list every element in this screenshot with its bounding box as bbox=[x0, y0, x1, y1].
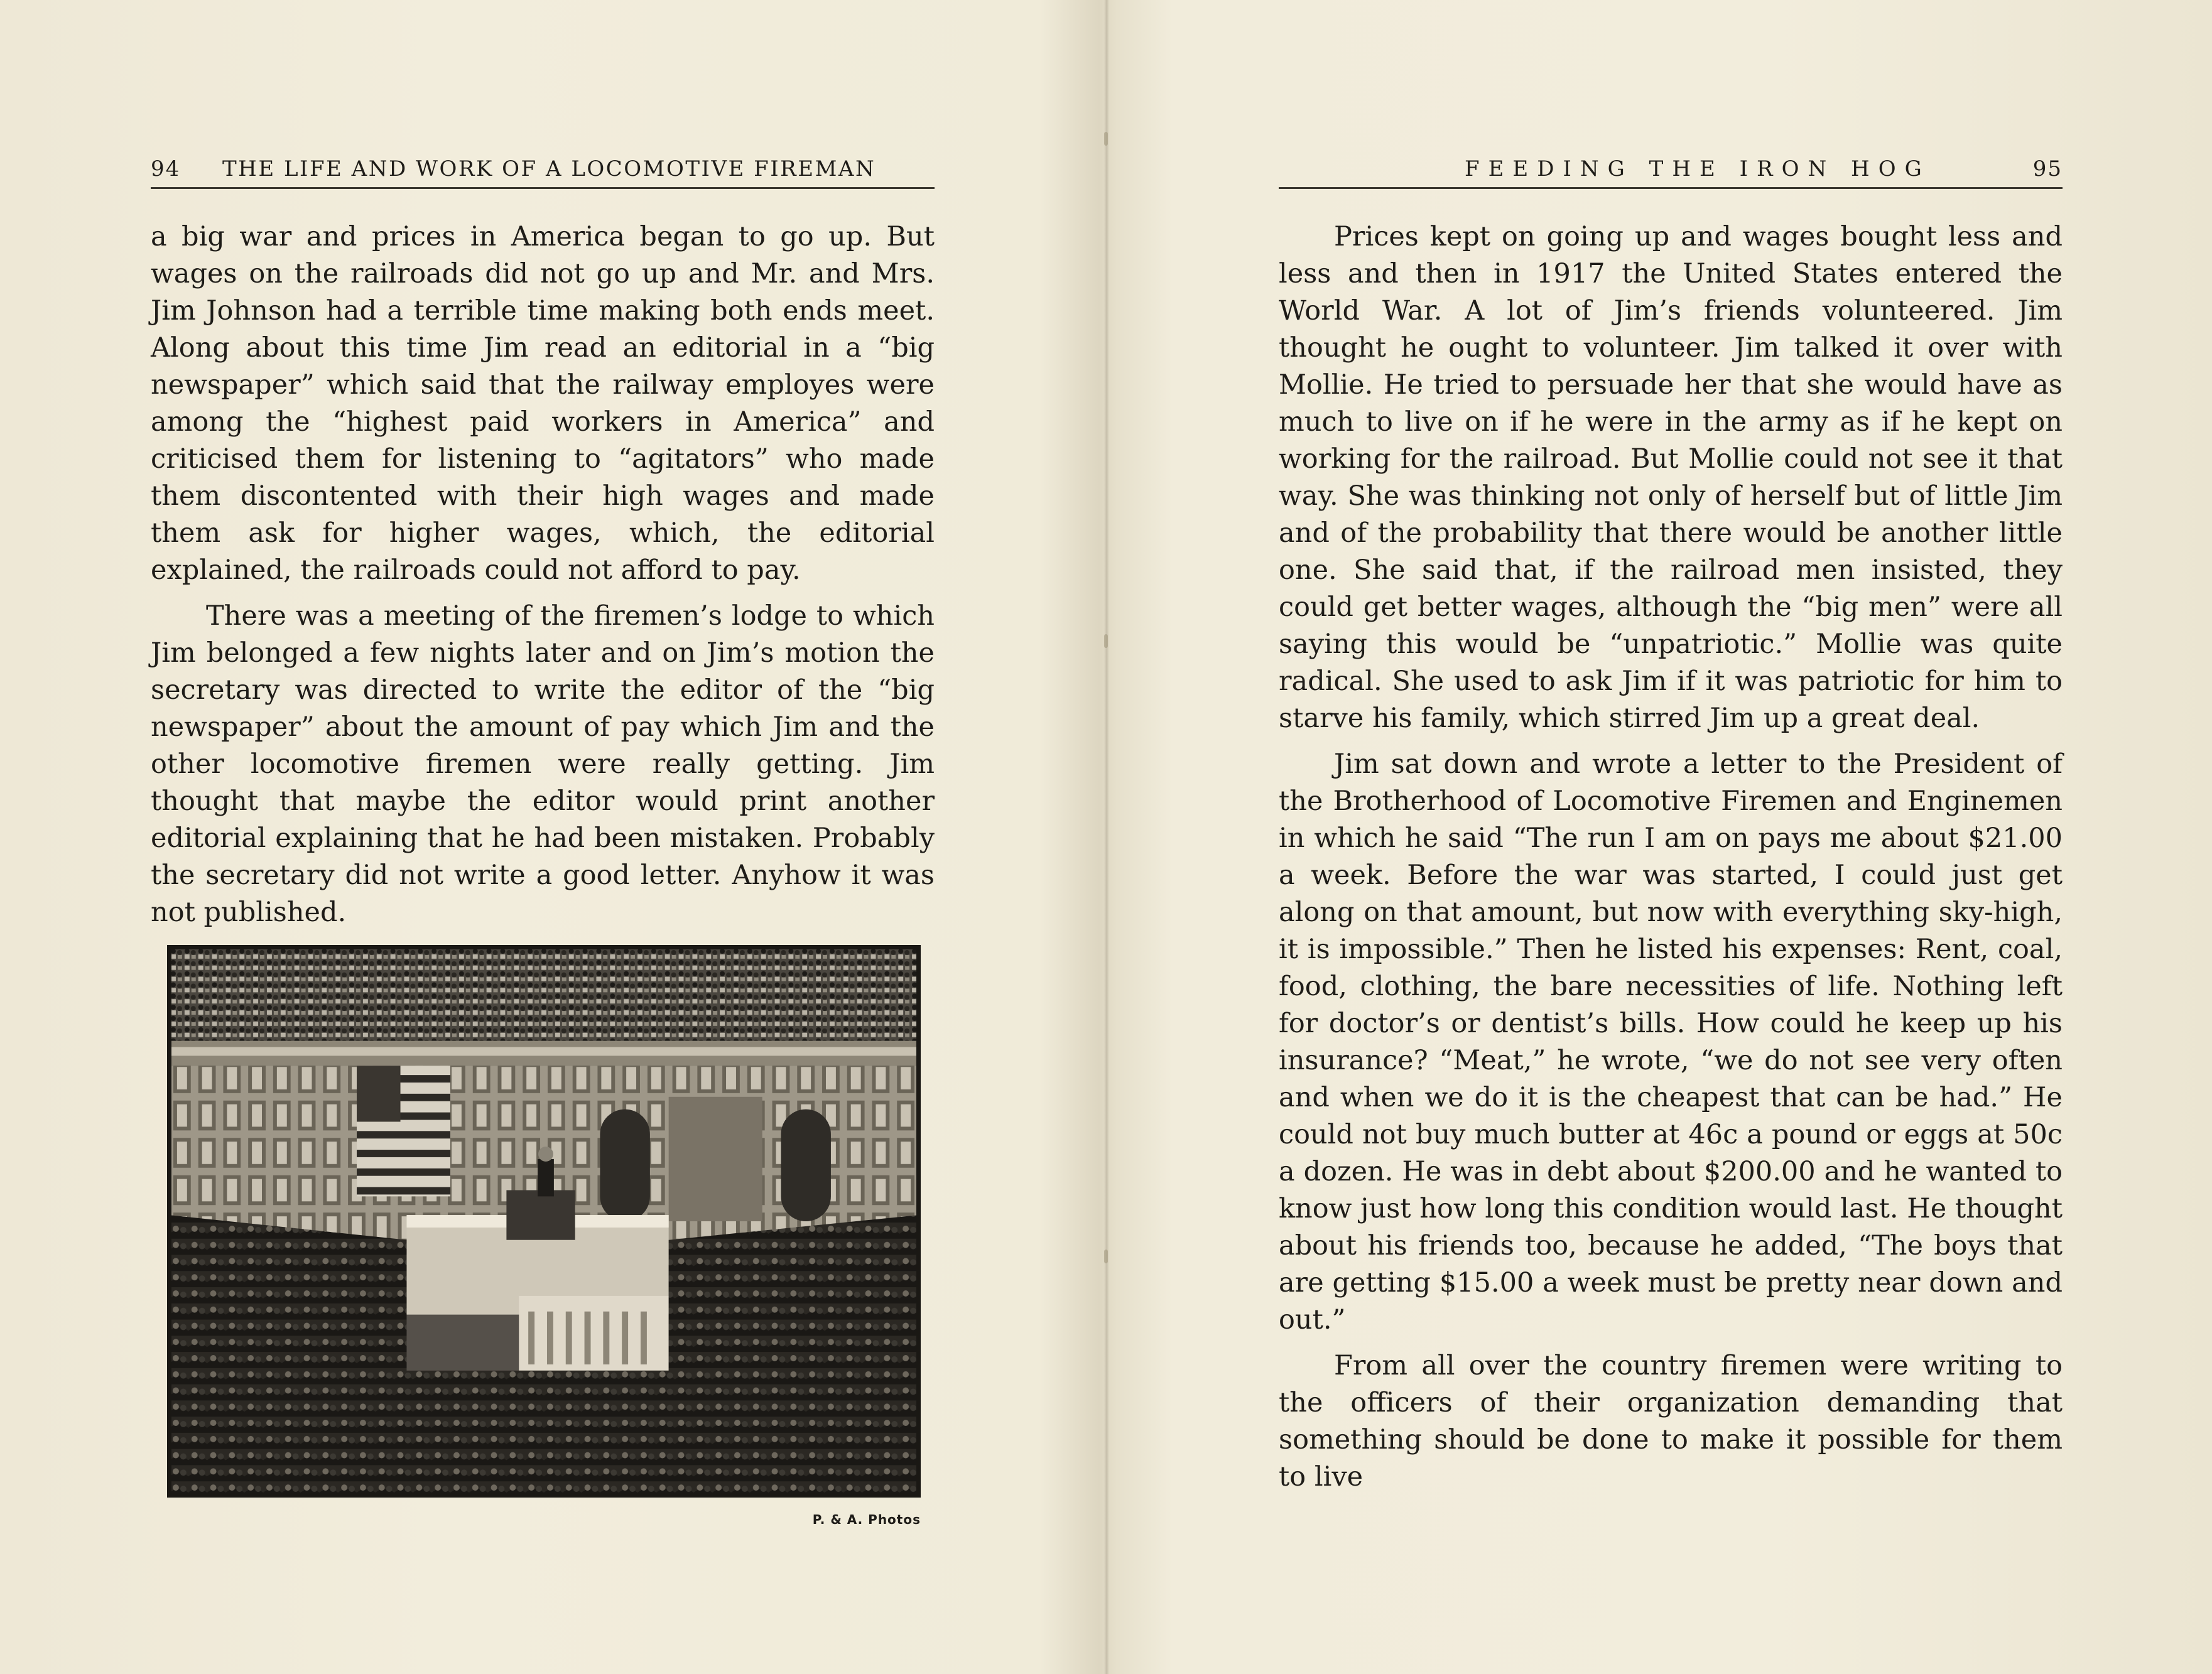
photo-congress-session bbox=[167, 945, 921, 1498]
left-running-title: THE LIFE AND WORK OF A LOCOMOTIVE FIREMAN bbox=[222, 156, 876, 181]
right-page-text bbox=[1279, 219, 2063, 1496]
left-page-text bbox=[151, 219, 935, 931]
left-page-number: 94 bbox=[151, 156, 181, 181]
binding-mark bbox=[1104, 634, 1108, 648]
right-page-number: 95 bbox=[2032, 156, 2063, 181]
photo-credit: P. & A. Photos bbox=[812, 1512, 921, 1527]
right-running-head bbox=[1279, 156, 2063, 189]
paragraph: Jim sat down and wrote a letter to the President of the Brotherhood of Locomotive Firemen and Enginemen in which he said “The run I am on pays me about $21.00 a week. Before the war was started, I could just get along on that amount, but now with everything sky-high, it is impossible.” Then he listed his expenses: Rent, coal, food, clothing, the bare necessities of life. Nothing left for doctor’s or dentist’s bills. How could he keep up his insurance? “Meat,” he wrote, “we do not see very often and when we do it is the cheapest that can be had.” He could not buy much butter at 46c a pound or eggs at 50c a dozen. He was in debt about $200.00 and he wanted to know just how long this condition would last. He thought about his friends too, because he added, “The boys that are getting $15.00 a week must be pretty near down and out.” bbox=[1279, 748, 2063, 1336]
paragraph: Prices kept on going up and wages bought less and less and then in 1917 the United States entered the World War. A lot of Jim’s friends volunteered. Jim thought he ought to volunteer. Jim talked it over with Mollie. He tried to persuade her that she would have as much to live on if he were in the army as if he kept on working for the railroad. But Mollie could not see it that way. She was thinking not only of herself but of little Jim and of the probability that there would be another little one. She said that, if the railroad men insisted, they could get better wages, although the “big men” were all saying this would be “unpatriotic.” Mollie was quite radical. She used to ask Jim if it was patriotic for him to starve his family, which stirred Jim up a great deal. bbox=[1279, 221, 2063, 734]
right-page bbox=[1279, 0, 2063, 1674]
right-running-title: FEEDING THE IRON HOG bbox=[1465, 156, 1931, 181]
left-page bbox=[151, 0, 935, 1674]
binding-mark bbox=[1104, 1250, 1108, 1263]
left-running-head bbox=[151, 156, 935, 189]
paragraph: a big war and prices in America began to go up. But wages on the railroads did not go up and Mr. and Mrs. Jim Johnson had a terrible time making both ends meet. Along about this time Jim read an editorial in a “big newspaper” which said that the railway employes were among the “highest paid workers in America” and criticised them for listening to “agitators” who made them discontented with their high wages and made them ask for higher wages, which, the editorial explained, the railroads could not afford to pay. bbox=[151, 221, 935, 586]
binding-mark bbox=[1104, 132, 1108, 146]
photo-illustration bbox=[170, 948, 918, 1495]
paragraph: From all over the country firemen were writing to the officers of their organization demanding that something should be done to make it possible for them to live bbox=[1279, 1350, 2063, 1493]
book-gutter bbox=[1104, 0, 1109, 1674]
paragraph: There was a meeting of the firemen’s lodge to which Jim belonged a few nights later and on Jim’s motion the secretary was directed to write the editor of the “big newspaper” about the amount of pay which Jim and the other locomotive firemen were really getting. Jim thought that maybe the editor would print another editorial explaining that he had been mistaken. Probably the secretary did not write a good letter. Anyhow it was not published. bbox=[151, 600, 935, 928]
